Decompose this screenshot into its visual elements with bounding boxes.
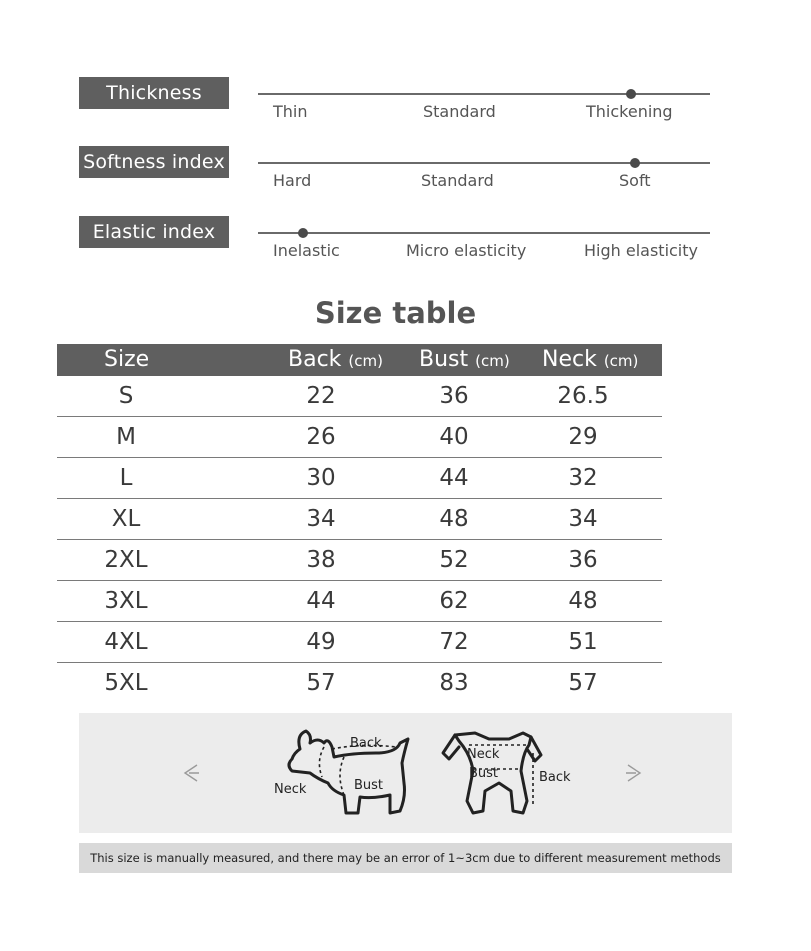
cell-neck: 36 <box>568 547 598 573</box>
thickness-indicator-dot <box>626 89 636 99</box>
cell-neck: 26.5 <box>557 383 609 409</box>
softness-option-soft: Soft <box>619 171 651 190</box>
thickness-option-standard: Standard <box>423 102 496 121</box>
dog-label-neck: Neck <box>274 782 307 797</box>
dog-outline-icon <box>289 731 408 813</box>
thickness-scale-line <box>258 93 710 95</box>
elastic-index-row <box>0 216 811 276</box>
chevron-left-icon[interactable] <box>179 761 203 785</box>
size-table-header <box>57 344 662 376</box>
cell-size: L <box>119 465 133 491</box>
dog-label-bust: Bust <box>354 778 384 793</box>
table-row <box>57 622 662 663</box>
table-row <box>57 458 662 499</box>
cell-size: 2XL <box>104 547 148 573</box>
cell-neck: 32 <box>568 465 598 491</box>
softness-scale-line <box>258 162 710 164</box>
size-table <box>57 344 662 703</box>
garment-label-bust: Bust <box>469 766 499 781</box>
cell-bust: 72 <box>439 629 469 655</box>
softness-index-label: Softness index <box>79 146 229 178</box>
softness-indicator-dot <box>630 158 640 168</box>
elastic-option-inelastic: Inelastic <box>273 241 340 260</box>
cell-bust: 40 <box>439 424 469 450</box>
thickness-index-row <box>0 77 811 137</box>
cell-back: 26 <box>306 424 336 450</box>
size-table-title: Size table <box>314 296 477 330</box>
neck-measure-line <box>319 747 324 777</box>
garment-measurement-diagram <box>435 713 575 833</box>
cell-size: 4XL <box>104 629 148 655</box>
cell-neck: 57 <box>568 670 598 696</box>
cell-bust: 44 <box>439 465 469 491</box>
cell-neck: 29 <box>568 424 598 450</box>
table-row <box>57 663 662 703</box>
table-row <box>57 540 662 581</box>
cell-back: 49 <box>306 629 336 655</box>
cell-back: 57 <box>306 670 336 696</box>
elastic-indicator-dot <box>298 228 308 238</box>
cell-neck: 51 <box>568 629 598 655</box>
header-bust: Bust (cm) <box>419 347 510 372</box>
cell-size: XL <box>111 506 141 532</box>
softness-option-hard: Hard <box>273 171 312 190</box>
elastic-index-label: Elastic index <box>79 216 229 248</box>
cell-bust: 83 <box>439 670 469 696</box>
cell-bust: 48 <box>439 506 469 532</box>
cell-size: 5XL <box>104 670 148 696</box>
cell-neck: 48 <box>568 588 598 614</box>
table-row <box>57 417 662 458</box>
thickness-option-thickening: Thickening <box>586 102 673 121</box>
cell-size: S <box>118 383 134 409</box>
cell-back: 30 <box>306 465 336 491</box>
cell-back: 22 <box>306 383 336 409</box>
cell-back: 38 <box>306 547 336 573</box>
cell-size: M <box>116 424 136 450</box>
softness-option-standard: Standard <box>421 171 494 190</box>
cell-size: 3XL <box>104 588 148 614</box>
cell-back: 44 <box>306 588 336 614</box>
table-row <box>57 581 662 622</box>
cell-bust: 62 <box>439 588 469 614</box>
elastic-option-micro: Micro elasticity <box>406 241 527 260</box>
dog-measurement-diagram <box>272 713 422 833</box>
softness-index-row <box>0 146 811 206</box>
header-neck: Neck (cm) <box>542 347 639 372</box>
chevron-right-icon[interactable] <box>622 761 646 785</box>
cell-back: 34 <box>306 506 336 532</box>
cell-bust: 36 <box>439 383 469 409</box>
elastic-scale-line <box>258 232 710 234</box>
measurement-diagram-panel <box>79 713 732 833</box>
cell-bust: 52 <box>439 547 469 573</box>
header-back: Back (cm) <box>288 347 383 372</box>
garment-label-neck: Neck <box>467 747 500 762</box>
dog-label-back: Back <box>350 736 382 751</box>
size-table-body <box>57 376 662 703</box>
cell-neck: 34 <box>568 506 598 532</box>
header-size: Size <box>104 347 150 372</box>
thickness-option-thin: Thin <box>273 102 308 121</box>
table-row <box>57 499 662 540</box>
elastic-option-high: High elasticity <box>584 241 698 260</box>
bust-measure-line <box>340 757 344 795</box>
thickness-index-label: Thickness index <box>79 77 229 109</box>
measurement-note: This size is manually measured, and there may be an error of 1~3cm due to different measurement methods <box>79 843 732 873</box>
garment-label-back: Back <box>539 770 571 785</box>
table-row <box>57 376 662 417</box>
